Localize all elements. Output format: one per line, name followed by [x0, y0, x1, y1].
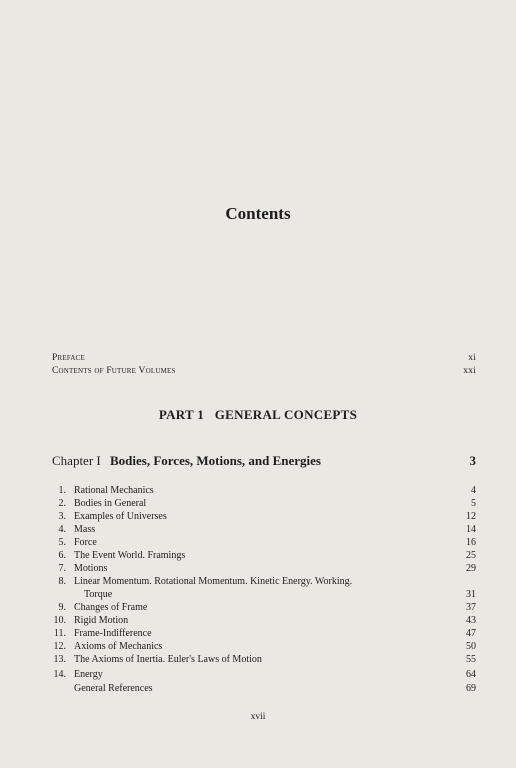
part-heading: PART 1 GENERAL CONCEPTS: [158, 407, 358, 422]
entry-number: 12.: [53, 641, 66, 652]
entry-page: 47: [466, 628, 476, 639]
entry-page: 5: [471, 498, 476, 509]
entry-page: xxi: [463, 366, 476, 376]
entry-page: 16: [466, 537, 476, 548]
entry-title: Torque: [84, 589, 113, 600]
entry-title: Rigid Motion: [74, 615, 129, 626]
entry-title: Axioms of Mechanics: [74, 641, 163, 652]
entry-title: Force: [74, 537, 97, 548]
entry-number: 8.: [58, 576, 66, 587]
entry-number: 9.: [58, 602, 66, 613]
entry-title: Preface: [52, 353, 86, 363]
entry-page: 29: [466, 563, 476, 574]
entry-title: Frame-Indifference: [74, 628, 152, 639]
entry-title: General References: [74, 683, 153, 694]
toc-entry-future-volumes: [52, 366, 476, 376]
entry-title: Changes of Frame: [74, 602, 148, 613]
entry-number: 13.: [53, 654, 66, 665]
page-title: Contents: [225, 204, 291, 223]
entry-page: xi: [468, 353, 476, 363]
entry-title: Motions: [74, 563, 108, 574]
entry-number: 5.: [58, 537, 66, 548]
entry-number: 3.: [58, 511, 66, 522]
entry-number: 2.: [58, 498, 66, 509]
entry-title: The Axioms of Inertia. Euler's Laws of Motion: [74, 654, 262, 665]
entry-page: 14: [466, 524, 476, 535]
entry-title: Linear Momentum. Rotational Momentum. Kinetic Energy. Working.: [74, 576, 353, 587]
entry-number: 11.: [53, 628, 66, 639]
entry-page: 64: [466, 669, 476, 680]
entry-number: 14.: [53, 669, 66, 680]
entry-page: 69: [466, 683, 476, 694]
entry-page: 43: [466, 615, 476, 626]
chapter-page: 3: [469, 453, 476, 468]
entry-title: Mass: [74, 524, 96, 535]
entry-number: 7.: [58, 563, 66, 574]
entry-title: Contents of Future Volumes: [52, 366, 176, 376]
entry-number: 1.: [58, 485, 66, 496]
entry-page: 25: [466, 550, 476, 561]
chapter-number: Chapter I: [52, 453, 101, 468]
entry-number: 4.: [58, 524, 66, 535]
entry-page: 55: [466, 654, 476, 665]
entry-title: Examples of Universes: [74, 511, 167, 522]
entry-page: 50: [466, 641, 476, 652]
entry-title: Energy: [74, 669, 103, 680]
chapter-heading: [52, 453, 476, 469]
entry-number: 10.: [53, 615, 66, 626]
entry-title: The Event World. Framings: [74, 550, 186, 561]
entry-title: Bodies in General: [74, 498, 147, 509]
entry-number: 6.: [58, 550, 66, 561]
entry-title: Rational Mechanics: [74, 485, 154, 496]
chapter-title: Bodies, Forces, Motions, and Energies: [109, 453, 321, 468]
entry-page: 12: [466, 511, 476, 522]
page-number: xvii: [250, 712, 266, 722]
entry-page: 31: [466, 589, 476, 600]
toc-entry-preface: [52, 353, 476, 363]
entry-page: 37: [466, 602, 476, 613]
entry-page: 4: [471, 485, 476, 496]
